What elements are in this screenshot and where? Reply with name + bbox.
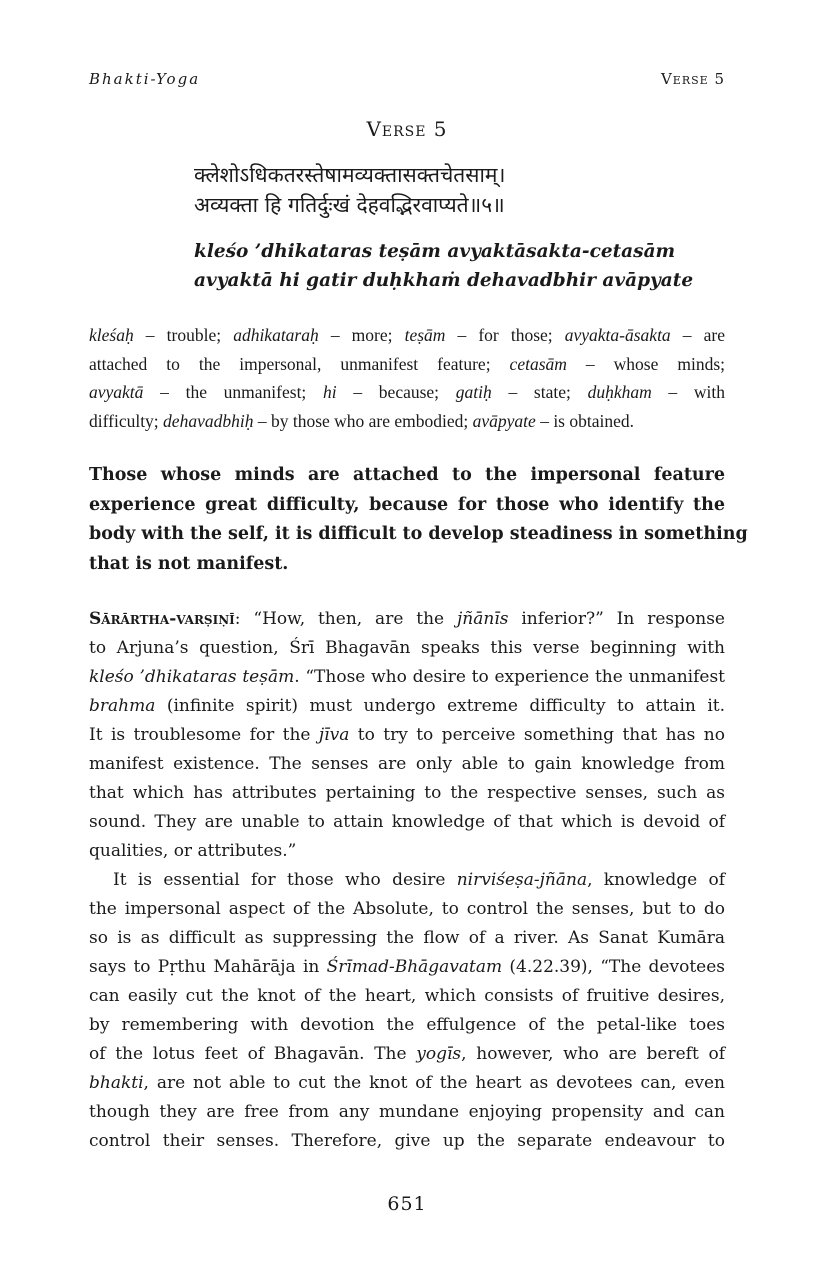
- devanagari-verse: [194, 160, 694, 220]
- sanskrit-term: avāpyate: [472, 410, 536, 431]
- commentary-line: though they are free from any mundane enjoying propensity and can: [89, 1102, 725, 1122]
- commentary-line: [89, 866, 725, 895]
- commentary-line: [89, 953, 725, 982]
- text: , knowledge of: [587, 870, 725, 890]
- section-label: Verse 5: [660, 70, 725, 88]
- text: of the lotus feet of Bhagavān. The: [89, 1044, 417, 1064]
- page-number: 651: [387, 1193, 427, 1215]
- gloss: – is obtained.: [535, 410, 634, 431]
- word-for-word-synonyms: [89, 321, 725, 435]
- sanskrit-term: avyaktā: [89, 382, 144, 402]
- gloss: difficulty;: [89, 410, 164, 431]
- sanskrit-term: dehavadbhiḥ: [163, 410, 254, 431]
- sanskrit-term: teṣām: [404, 325, 446, 345]
- sanskrit-term: brahma: [89, 696, 156, 716]
- sanskrit-term: nirviśeṣa-jñāna: [456, 870, 588, 890]
- transliteration-line: avyaktā hi gatir duḥkhaṁ dehavadbhir avāpyate: [194, 270, 694, 291]
- gloss: – are: [670, 325, 725, 345]
- commentary-line: that which has attributes pertaining to the respective senses, such as: [89, 783, 725, 803]
- commentary-line: control their senses. Therefore, give up the separate endeavour to: [89, 1131, 725, 1151]
- sanskrit-term: adhikataraḥ: [233, 325, 319, 345]
- synonyms-line: [89, 350, 725, 379]
- text: says to Pṛthu Mahārāja in: [89, 957, 327, 977]
- transliteration-line: kleśo ’dhikataras teṣām avyaktāsakta-cetasām: [194, 241, 676, 262]
- sanskrit-term: avyakta-āsakta: [564, 325, 671, 345]
- sanskrit-term: gatiḥ: [455, 382, 492, 402]
- text: It is troublesome for the: [89, 725, 319, 745]
- commentary-line: manifest existence. The senses are only able to gain knowledge from: [89, 754, 725, 774]
- translation-line: that is not manifest.: [89, 553, 289, 574]
- gloss: – the unmanifest;: [143, 382, 324, 402]
- commentary-line: [89, 663, 725, 692]
- sanskrit-term: cetasām: [509, 353, 567, 374]
- synonyms-line: [89, 407, 725, 436]
- commentary-line: qualities, or attributes.”: [89, 841, 297, 861]
- text: It is essential for those who desire: [113, 870, 457, 890]
- text: inferior?” In response: [508, 609, 725, 629]
- book-title: Bhakti-Yoga: [89, 70, 201, 88]
- commentary-line: [89, 1069, 725, 1098]
- commentary-heading: Sārārtha-varṣiṇī: [89, 609, 235, 629]
- sanskrit-term: yogīs: [416, 1044, 462, 1064]
- translation-line: Those whose minds are attached to the impersonal feature: [89, 465, 725, 485]
- verse-translation: [89, 461, 748, 579]
- gloss: attached to the impersonal, unmanifest feature;: [89, 353, 510, 374]
- commentary-line: sound. They are unable to attain knowledge of that which is devoid of: [89, 812, 725, 832]
- verse-title: Verse 5: [366, 117, 448, 141]
- text: , however, who are bereft of: [461, 1044, 725, 1064]
- synonyms-line: [89, 321, 725, 350]
- commentary-line: to Arjuna’s question, Śrī Bhagavān speaks this verse beginning with: [89, 638, 725, 658]
- translation-line: experience great difficulty, because for those who identify the: [89, 494, 725, 515]
- gloss: – whose minds;: [566, 353, 725, 374]
- gloss: – with: [651, 382, 725, 402]
- sanskrit-term: hi: [323, 382, 337, 402]
- text: , are not able to cut the knot of the heart as devotees can, even: [143, 1073, 725, 1093]
- sanskrit-term: jīva: [318, 725, 350, 745]
- devanagari-line: क्लेशोऽधिकतरस्तेषामव्यक्तासक्तचेतसाम्।: [194, 163, 506, 187]
- commentary-line: [89, 721, 725, 750]
- text: (infinite spirit) must undergo extreme difficulty to attain it.: [155, 696, 725, 716]
- text: : “How, then, are the: [234, 609, 457, 629]
- commentary-line: [89, 605, 725, 634]
- gloss: – more;: [318, 325, 405, 345]
- sanskrit-term: jñānīs: [456, 609, 509, 629]
- text: . “Those who desire to experience the unmanifest: [294, 667, 725, 687]
- sanskrit-term: kleśaḥ: [89, 325, 134, 345]
- gloss: – for those;: [445, 325, 565, 345]
- page: [89, 0, 748, 1275]
- text: (4.22.39), “The devotees: [502, 957, 726, 977]
- commentary-line: [89, 1040, 725, 1069]
- gloss: – because;: [336, 382, 456, 402]
- running-header: [89, 70, 725, 92]
- translation-line: body with the self, it is difficult to develop steadiness in something: [89, 524, 748, 544]
- gloss: – trouble;: [133, 325, 234, 345]
- transliteration: [194, 237, 714, 295]
- commentary-line: can easily cut the knot of the heart, which consists of fruitive desires,: [89, 986, 725, 1006]
- devanagari-line: अव्यक्ता हि गतिर्दुःखं देहवद्भिरवाप्यते॥५॥: [194, 193, 505, 217]
- gloss: – state;: [491, 382, 588, 402]
- commentary-line: the impersonal aspect of the Absolute, to control the senses, but to do: [89, 899, 725, 919]
- text: to try to perceive something that has no: [349, 725, 725, 745]
- sanskrit-term: duḥkham: [587, 382, 652, 402]
- commentary: [89, 605, 725, 1156]
- book-title-reference: Śrīmad-Bhāgavatam: [326, 957, 503, 977]
- commentary-line: [89, 692, 725, 721]
- sanskrit-term: bhakti: [89, 1073, 144, 1093]
- commentary-line: by remembering with devotion the effulgence of the petal-like toes: [89, 1015, 725, 1035]
- synonyms-line: [89, 378, 725, 407]
- sanskrit-term: kleśo ’dhikataras teṣām: [89, 667, 295, 687]
- gloss: – by those who are embodied;: [253, 410, 473, 431]
- commentary-line: so is as difficult as suppressing the flow of a river. As Sanat Kumāra: [89, 928, 725, 948]
